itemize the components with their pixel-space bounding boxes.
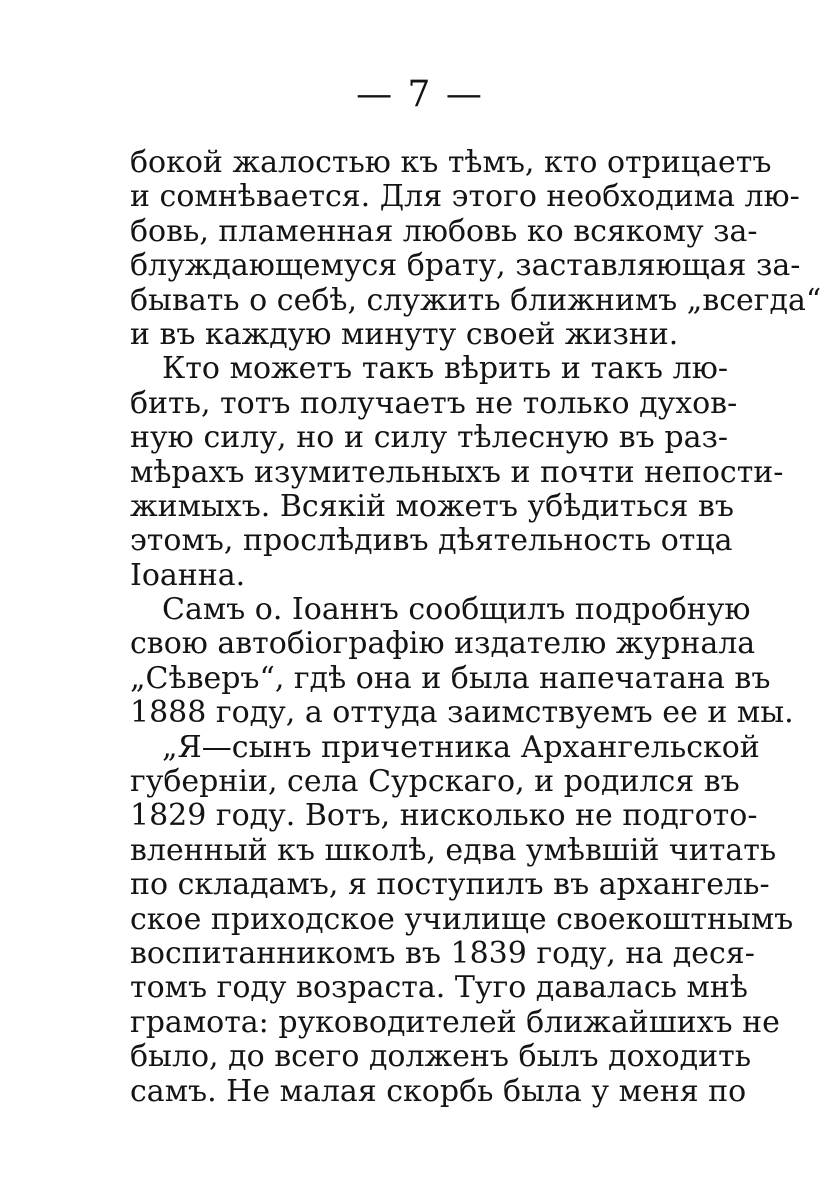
text-line: Самъ о. Іоаннъ сообщилъ подробную bbox=[162, 592, 751, 628]
page-number: — 7 — bbox=[356, 74, 484, 115]
text-line: грамота: руководителей ближайшихъ не bbox=[130, 1004, 780, 1040]
text-line: томъ году возраста. Туго давалась мнѣ bbox=[130, 970, 748, 1006]
text-line: 1829 году. Вотъ, нисколько не подгото- bbox=[130, 798, 758, 834]
text-line: воспитанникомъ въ 1839 году, на деся- bbox=[130, 935, 755, 971]
text-line: свою автобіографію издателю журнала bbox=[130, 626, 756, 662]
text-line: и сомнѣвается. Для этого необходима лю- bbox=[130, 179, 800, 215]
text-line: жимыхъ. Всякій можетъ убѣдиться въ bbox=[130, 488, 734, 524]
paragraph bbox=[130, 351, 784, 593]
text-line: 1888 году, а оттуда заимствуемъ ее и мы. bbox=[130, 695, 794, 731]
text-line: было, до всего долженъ былъ доходить bbox=[130, 1039, 752, 1075]
text-line: и въ каждую минуту своей жизни. bbox=[130, 316, 679, 352]
text-line: вленный къ школѣ, едва умѣвшій читать bbox=[130, 832, 777, 868]
text-line: блуждающемуся брату, заставляющая за- bbox=[130, 248, 801, 284]
text-line: Кто можетъ такъ вѣрить и такъ лю- bbox=[162, 351, 728, 387]
text-line: бывать о себѣ, служить ближнимъ „всегда“ bbox=[130, 282, 822, 318]
text-line: по складамъ, я поступилъ въ архангель- bbox=[130, 867, 770, 903]
paragraph bbox=[130, 145, 822, 352]
body-text bbox=[130, 145, 822, 1109]
text-line: ную силу, но и силу тѣлесную въ раз- bbox=[130, 420, 728, 456]
text-line: губерніи, села Сурскаго, и родился въ bbox=[130, 764, 740, 800]
text-line: „Сѣверъ“, гдѣ она и была напечатана въ bbox=[130, 660, 771, 696]
paragraph bbox=[130, 729, 794, 1109]
text-line: мѣрахъ изумительныхъ и почти непости- bbox=[130, 454, 784, 490]
text-line: ское приходское училище своекоштнымъ bbox=[130, 901, 794, 937]
text-line: бокой жалостью къ тѣмъ, кто отрицаетъ bbox=[130, 145, 772, 180]
text-line: бовь, пламенная любовь ко всякому за- bbox=[130, 213, 758, 249]
text-line: этомъ, прослѣдивъ дѣятельность отца bbox=[130, 523, 733, 559]
text-line: Іоанна. bbox=[130, 557, 246, 593]
text-line: „Я—сынъ причетника Архангельской bbox=[162, 729, 760, 765]
paragraph bbox=[130, 592, 794, 731]
text-line: бить, тотъ получаетъ не только духов- bbox=[130, 385, 738, 421]
text-line: самъ. Не малая скорбь была у меня по bbox=[130, 1073, 747, 1109]
